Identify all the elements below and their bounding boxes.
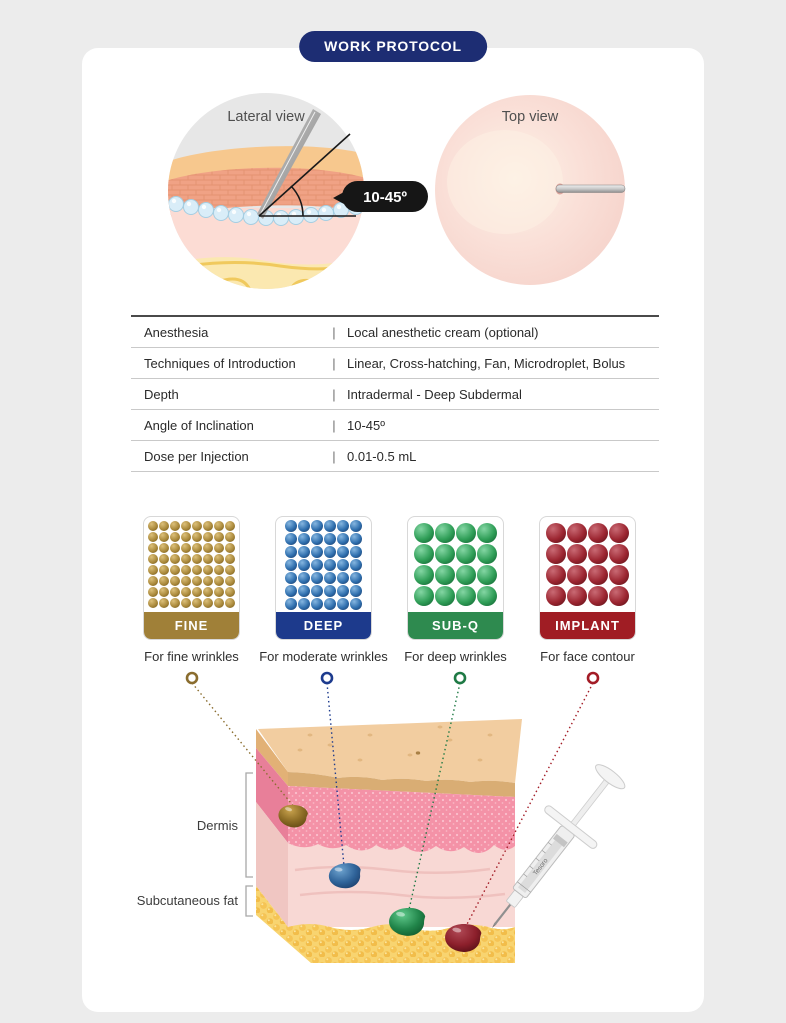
marker-implant	[588, 673, 598, 683]
table-row-dose	[131, 441, 659, 472]
dermis-label: Dermis	[196, 818, 238, 833]
row-value: Intradermal - Deep Subdermal	[347, 386, 522, 402]
layer-labels	[137, 773, 253, 916]
product-cards-row	[143, 516, 636, 664]
row-separator: |	[332, 386, 336, 402]
dermis-bracket	[246, 773, 253, 877]
marker-subq	[455, 673, 465, 683]
product-subq	[404, 516, 507, 664]
row-value: Local anesthetic cream (optional)	[347, 324, 539, 340]
subcutaneous-bracket	[246, 886, 253, 916]
product-caption: For fine wrinkles	[144, 649, 239, 664]
injection-views-illustration	[120, 88, 680, 308]
product-name-bar: DEEP	[276, 612, 371, 639]
product-card	[539, 516, 636, 640]
product-card	[407, 516, 504, 640]
angle-badge	[333, 181, 428, 212]
protocol-table	[131, 315, 659, 472]
row-label: Techniques of Introduction	[144, 355, 296, 371]
bead-grid	[144, 517, 239, 612]
skin-cross-section-illustration	[120, 664, 686, 1008]
row-separator: |	[332, 324, 336, 340]
lateral-view-circle	[166, 93, 428, 292]
top-view-circle	[435, 95, 625, 285]
row-label: Dose per Injection	[144, 448, 249, 464]
row-label: Angle of Inclination	[144, 417, 254, 433]
product-deep	[259, 516, 388, 664]
bead-grid	[276, 517, 371, 612]
product-caption: For deep wrinkles	[404, 649, 507, 664]
depth-markers	[187, 673, 598, 683]
skin-block	[256, 719, 522, 963]
table-row-angle	[131, 410, 659, 441]
row-separator: |	[332, 448, 336, 464]
bead-grid	[540, 517, 635, 612]
subcutaneous-fat-label: Subcutaneous fat	[136, 893, 238, 908]
product-name-bar: FINE	[144, 612, 239, 639]
row-separator: |	[332, 355, 336, 371]
row-value: Linear, Cross-hatching, Fan, Microdroplet, Bolus	[347, 355, 626, 371]
syringe-plunger-rod	[571, 778, 610, 826]
needle-top-view	[556, 185, 625, 193]
product-caption: For moderate wrinkles	[259, 649, 388, 664]
product-name-bar: IMPLANT	[540, 612, 635, 639]
top-view-label: Top view	[501, 109, 559, 125]
product-implant	[539, 516, 636, 664]
product-card	[143, 516, 240, 640]
work-protocol-badge: WORK PROTOCOL	[299, 31, 487, 62]
row-label: Depth	[144, 386, 179, 402]
row-separator: |	[332, 417, 336, 433]
product-fine	[143, 516, 240, 664]
bead-grid	[408, 517, 503, 612]
row-value: 0.01-0.5 mL	[347, 448, 417, 464]
product-name-bar: SUB-Q	[408, 612, 503, 639]
marker-deep	[322, 673, 332, 683]
lateral-view-label: Lateral view	[227, 109, 305, 125]
table-row-techniques	[131, 348, 659, 379]
syringe-barrel-text: Tesoro	[532, 857, 550, 877]
row-label: Anesthesia	[144, 324, 209, 340]
table-row-anesthesia	[131, 317, 659, 348]
angle-badge-text: 10-45º	[363, 189, 407, 206]
row-value: 10-45º	[347, 417, 385, 433]
product-caption: For face contour	[540, 649, 635, 664]
marker-fine	[187, 673, 197, 683]
table-row-depth	[131, 379, 659, 410]
product-card	[275, 516, 372, 640]
